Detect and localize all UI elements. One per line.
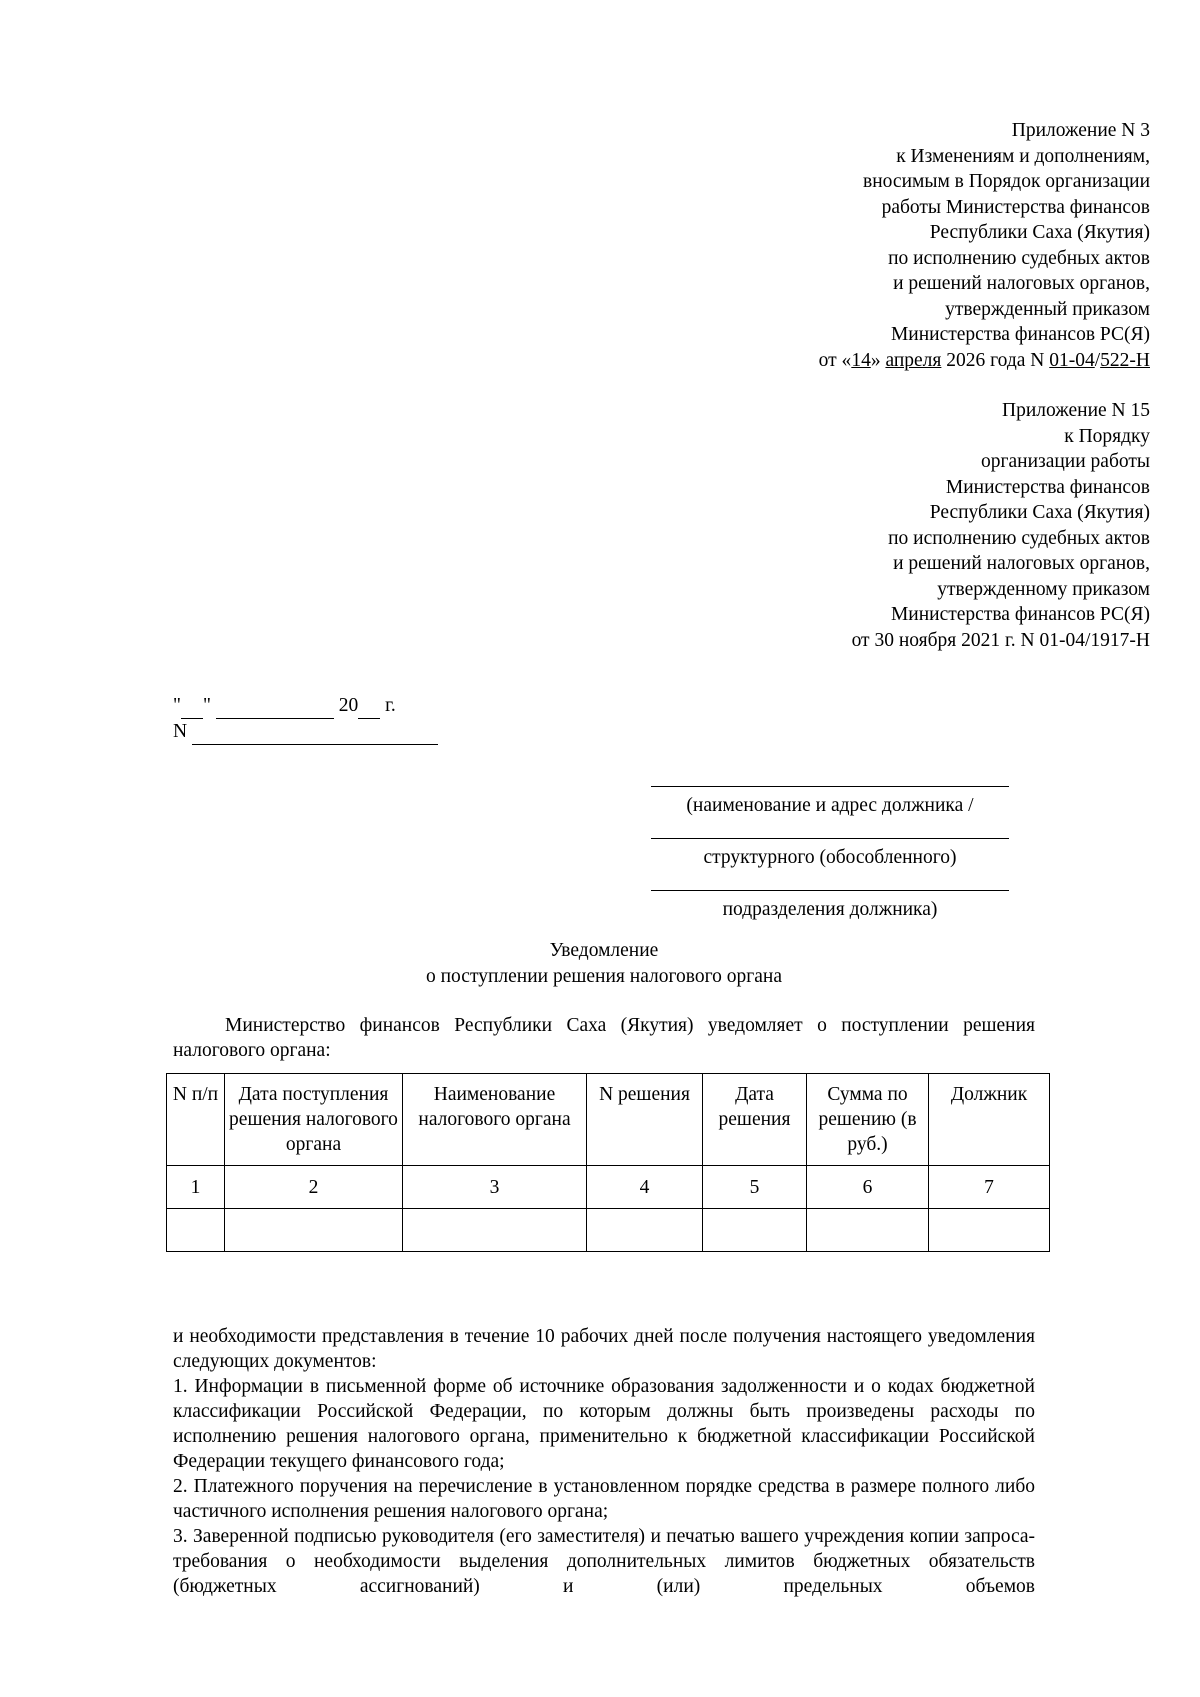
title-line-1: Уведомление [549,940,659,961]
table-cell[interactable] [807,1209,929,1252]
header-cell: Наименование налогового органа [403,1074,587,1166]
appendix-3-line: по исполнению судебных актов [888,247,1150,269]
appendix-15-line: по исполнению судебных актов [888,527,1150,549]
header-cell: Сумма по решению (в руб.) [807,1074,929,1166]
date-number-block [173,693,438,745]
title-line-2: о поступлении решения налогового органа [426,966,782,987]
addressee-line-2: структурного (обособленного) [651,838,1009,870]
body-paragraph: и необходимости представления в течение 10 рабочих дней после получения настоящего уведомления следующих документов: [173,1326,1035,1372]
column-number: 2 [225,1166,403,1209]
column-number: 6 [807,1166,929,1209]
table-cell[interactable] [167,1209,225,1252]
appendix-3-header [819,118,1150,373]
appendix-3-line: и решений налоговых органов, [893,273,1150,294]
header-cell: Дата решения [703,1074,807,1166]
table-header-row [167,1074,1050,1166]
appendix-15-line: утвержденному приказом [937,578,1150,600]
column-number: 5 [703,1166,807,1209]
table-cell[interactable] [929,1209,1050,1252]
month-blank[interactable] [216,693,334,719]
body-paragraph: 3. Заверенной подписью руководителя (его заместителя) и печатью вашего учреждения копии запроса-требования о необходимости выделения дополнительных лимитов бюджетных обязательств (бюджетных ассигнований) и (или) предельных объемов [173,1526,1035,1597]
appendix-3-order-date: от «14» апреля 2026 года N 01-04/522-Н [818,349,1150,371]
intro-paragraph [173,1013,1035,1063]
appendix-3-line: к Изменениям и дополнениям, [896,145,1150,167]
appendix-15-line: от 30 ноября 2021 г. N 01-04/1917-Н [851,629,1150,651]
appendix-3-line: работы Министерства финансов [881,196,1150,218]
number-blank[interactable] [192,719,438,745]
decisions-table [166,1073,1050,1252]
intro-text: Министерство финансов Республики Саха (Якутия) уведомляет о поступлении решения налогового органа: [173,1015,1035,1061]
table-cell[interactable] [587,1209,703,1252]
appendix-15-header [852,398,1150,653]
appendix-3-line: Приложение N 3 [1011,120,1150,141]
document-title [173,938,1035,990]
number-line: N [173,719,438,745]
year-blank[interactable] [358,693,380,719]
appendix-15-line: Министерства финансов [945,476,1150,498]
column-number: 3 [403,1166,587,1209]
appendix-3-line: Республики Саха (Якутия) [929,222,1150,243]
order-number-part1: 01-04 [1049,349,1095,371]
table-number-row [167,1166,1050,1209]
appendix-15-line: Республики Саха (Якутия) [929,502,1150,523]
appendix-3-line: Министерства финансов РС(Я) [890,324,1150,345]
order-month: апреля [885,349,942,371]
appendix-15-line: к Порядку [1064,425,1150,447]
table-cell[interactable] [403,1209,587,1252]
table-cell[interactable] [703,1209,807,1252]
appendix-15-line: организации работы [980,451,1150,472]
appendix-15-line: Министерства финансов РС(Я) [890,604,1150,625]
header-cell: N решения [587,1074,703,1166]
day-blank[interactable] [181,693,203,719]
header-cell: N п/п [167,1074,225,1166]
appendix-15-line: и решений налоговых органов, [893,553,1150,574]
column-number: 4 [587,1166,703,1209]
addressee-line-3: подразделения должника) [651,890,1009,922]
header-cell: Дата поступления решения налогового органа [225,1074,403,1166]
order-number-part2: 522-Н [1100,349,1150,371]
body-paragraph: 1. Информации в письменной форме об источнике образования задолженности и о кодах бюджетной классификации Российской Федерации, по которым должны быть произведены расходы по исполнению решения налогового органа, применительно к бюджетной классификации Российской Федерации текущего финансового года; [173,1376,1035,1472]
header-cell: Должник [929,1074,1050,1166]
column-number: 7 [929,1166,1050,1209]
body-paragraph: 2. Платежного поручения на перечисление в установленном порядке средства в размере полного либо частичного исполнения решения налогового органа; [173,1476,1035,1522]
date-line: " " 20 г. [173,693,438,719]
column-number: 1 [167,1166,225,1209]
appendix-3-line: утвержденный приказом [945,298,1150,320]
addressee-line-1: (наименование и адрес должника / [651,786,1009,818]
addressee-block [651,786,1009,942]
appendix-3-line: вносимым в Порядок организации [863,171,1150,192]
order-day: 14 [851,349,871,371]
body-text [173,1324,1035,1599]
table-cell[interactable] [225,1209,403,1252]
table-row [167,1209,1050,1252]
appendix-15-line: Приложение N 15 [1002,400,1150,421]
